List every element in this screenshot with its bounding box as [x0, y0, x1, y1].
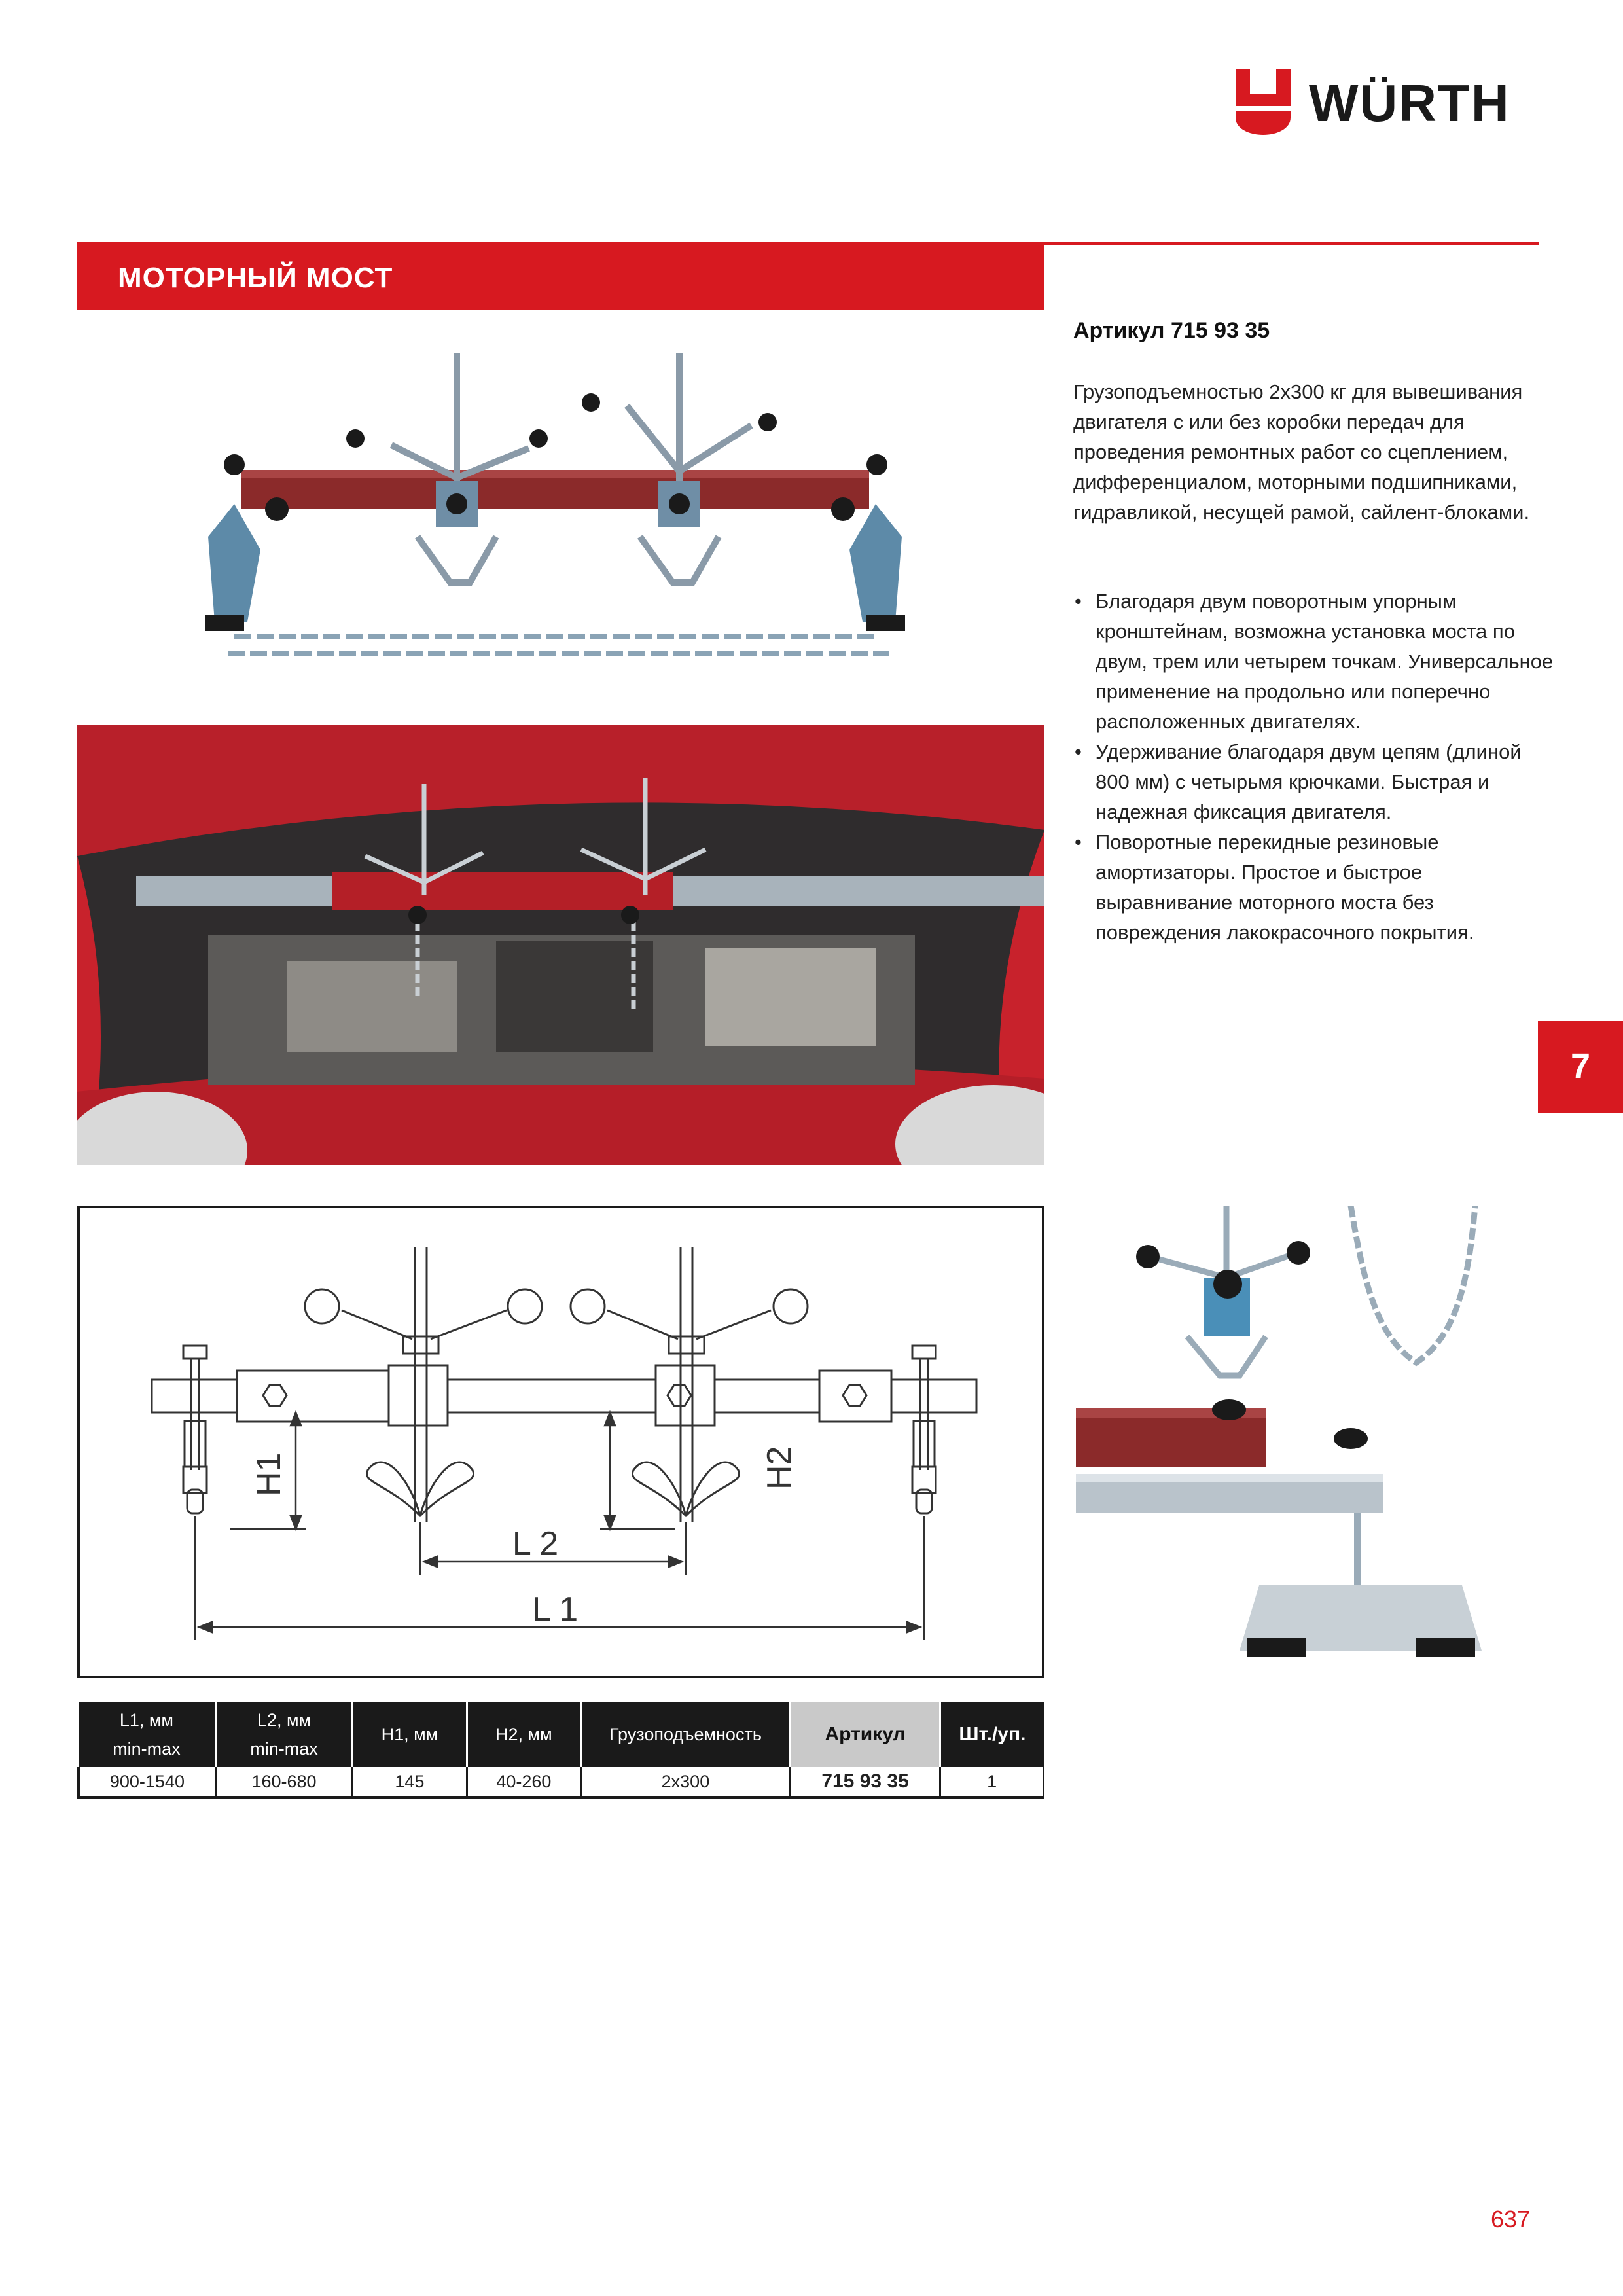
dimension-l2: L 2 [512, 1525, 559, 1563]
header-rule [1044, 242, 1539, 245]
col-header-capacity: Грузоподъемность [581, 1702, 791, 1767]
section-header [77, 242, 1044, 310]
dimension-h1: H1 [250, 1452, 288, 1496]
cell-article: 715 93 35 [790, 1767, 940, 1797]
technical-diagram [77, 1206, 1044, 1678]
wurth-emblem-icon [1230, 65, 1296, 137]
spec-table [77, 1702, 1044, 1799]
col-header-qty: Шт./уп. [940, 1702, 1044, 1767]
brand-logo [1230, 65, 1538, 137]
feature-item: • Поворотные перекидные резиновые амортизаторы. Простое и быстрое выравнивание моторного моста без повреждения лакокрасочного покрытия. [1073, 827, 1558, 948]
col-header-l1: L1, мм min-max [79, 1702, 215, 1767]
table-header-row [79, 1702, 1044, 1767]
chapter-number: 7 [1570, 1047, 1591, 1086]
feature-list [1073, 586, 1558, 948]
col-header-article: Артикул [790, 1702, 940, 1767]
feature-item: • Благодаря двум поворотным упорным кронштейнам, возможна установка моста по двум, трем или четырем точкам. Универсальное применение на продольно или поперечно расположенных двигателях. [1073, 586, 1558, 737]
cell-h2: 40-260 [467, 1767, 580, 1797]
cell-h1: 145 [353, 1767, 467, 1797]
chapter-tab [1538, 1021, 1623, 1113]
col-header-h1: H1, мм [353, 1702, 467, 1767]
cell-l2: 160-680 [215, 1767, 352, 1797]
engine-bay-photo [77, 725, 1044, 1165]
cell-qty: 1 [940, 1767, 1044, 1797]
article-number-heading: Артикул 715 93 35 [1073, 318, 1270, 343]
product-description: Грузоподъемностью 2х300 кг для вывешивания двигателя с или без коробки передач для проведения ремонтных работ со сцеплением, дифференциалом, моторными подшипниками, гидравликой, несущей рамой, сайлент-блоками. [1073, 380, 1530, 524]
col-header-h2: H2, мм [467, 1702, 580, 1767]
cell-capacity: 2х300 [581, 1767, 791, 1797]
parts-photo [1076, 1206, 1554, 1677]
page-title: МОТОРНЫЙ МОСТ [118, 262, 393, 294]
col-header-l2: L2, мм min-max [215, 1702, 352, 1767]
cell-l1: 900-1540 [79, 1767, 215, 1797]
dimension-l1: L 1 [531, 1590, 579, 1628]
feature-item: • Удерживание благодаря двум цепям (длиной 800 мм) с четырьмя крючками. Быстрая и надежная фиксация двигателя. [1073, 737, 1558, 827]
table-row [79, 1767, 1044, 1797]
product-photo [77, 340, 1044, 681]
dimension-h2: H2 [760, 1446, 798, 1490]
brand-name: WÜRTH [1309, 74, 1510, 132]
page-number: 637 [1491, 2206, 1531, 2233]
